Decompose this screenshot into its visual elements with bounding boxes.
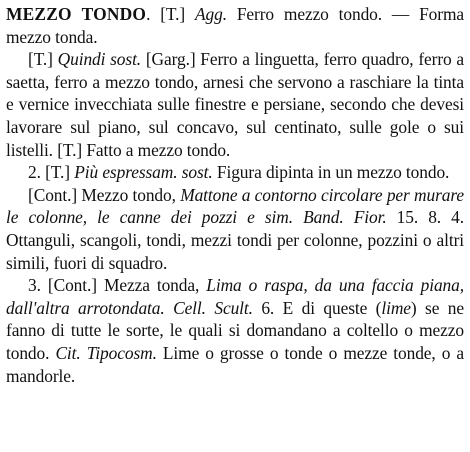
sense-1-pos: Agg.	[194, 4, 227, 24]
sense-1: MEZZO TONDO. [T.] Agg. Ferro mezzo tondo. — Forma mezzo tonda.	[6, 4, 464, 47]
sense-2-text: Figura dipinta in un mezzo tondo.	[216, 162, 450, 183]
sense-1b	[6, 48, 464, 161]
sense-2b-definition: Mattone a contorno circolare per murare le colonne, le canne dei pozzi e sim. Band. Fior.	[6, 184, 464, 228]
sense-3-word: lime	[381, 297, 411, 318]
sense-3-text-3: ) se ne fanno di tutte le sorte, le quali si domandano a coltello o mezzo tondo.	[6, 297, 465, 363]
sense-2-number: 2.	[28, 162, 41, 183]
sense-3	[6, 274, 464, 387]
sense-3-number: 3.	[28, 275, 41, 296]
sense-3-text: Mezza tonda,	[103, 275, 200, 296]
sense-2b-citation: 15. 8. 4.	[396, 207, 464, 228]
sense-3-text-2: 6. E di queste (	[261, 297, 382, 318]
sense-1-text: Ferro mezzo tondo. — Forma mezzo tonda.	[6, 4, 464, 47]
sense-3-definition: Lima o raspa, da una faccia piana, dall'altra arrotondata. Cell. Scult.	[6, 275, 464, 318]
sense-2b	[6, 184, 464, 274]
headword: MEZZO TONDO	[6, 4, 147, 24]
sense-2b-text: Mezzo tondo,	[81, 184, 176, 205]
dictionary-entry	[6, 3, 464, 387]
sense-1b-label: Quindi sost.	[57, 49, 142, 70]
sense-1b-text: [Garg.] Ferro a linguetta, ferro quadro, ferro a saetta, ferro a mezzo tondo, arnesi che servono a raschiare la tinta e vernice invecchiata sulle finestre e persiane, secondo che devesi lavorare sul piano, sul concavo, sul centinato, sulle gole o sui listelli.	[6, 49, 465, 160]
sense-3-citation: Cit. Tipocosm.	[55, 342, 157, 363]
sense-3-text-4: Lime o grosse o tonde o mezze tonde, o a mandorle.	[6, 342, 464, 386]
sense-2b-text-2: Ottanguli, scangoli, tondi, mezzi tondi per colonne, pozzini o altri simili, fuori di squadro.	[6, 229, 464, 273]
sense-2-label: Più espressam. sost.	[74, 162, 213, 183]
sense-3-tag: [Cont.]	[47, 275, 97, 296]
sense-1b-text-2: Fatto a mezzo tondo.	[86, 139, 231, 160]
sense-2b-tag: [Cont.]	[28, 184, 78, 205]
sense-1b-tag: [T.]	[28, 49, 53, 70]
sense-2-tag: [T.]	[45, 162, 70, 183]
sense-1b-tag-2: [T.]	[57, 139, 83, 160]
sense-2	[6, 161, 464, 184]
sense-1-tag: [T.]	[160, 4, 186, 24]
